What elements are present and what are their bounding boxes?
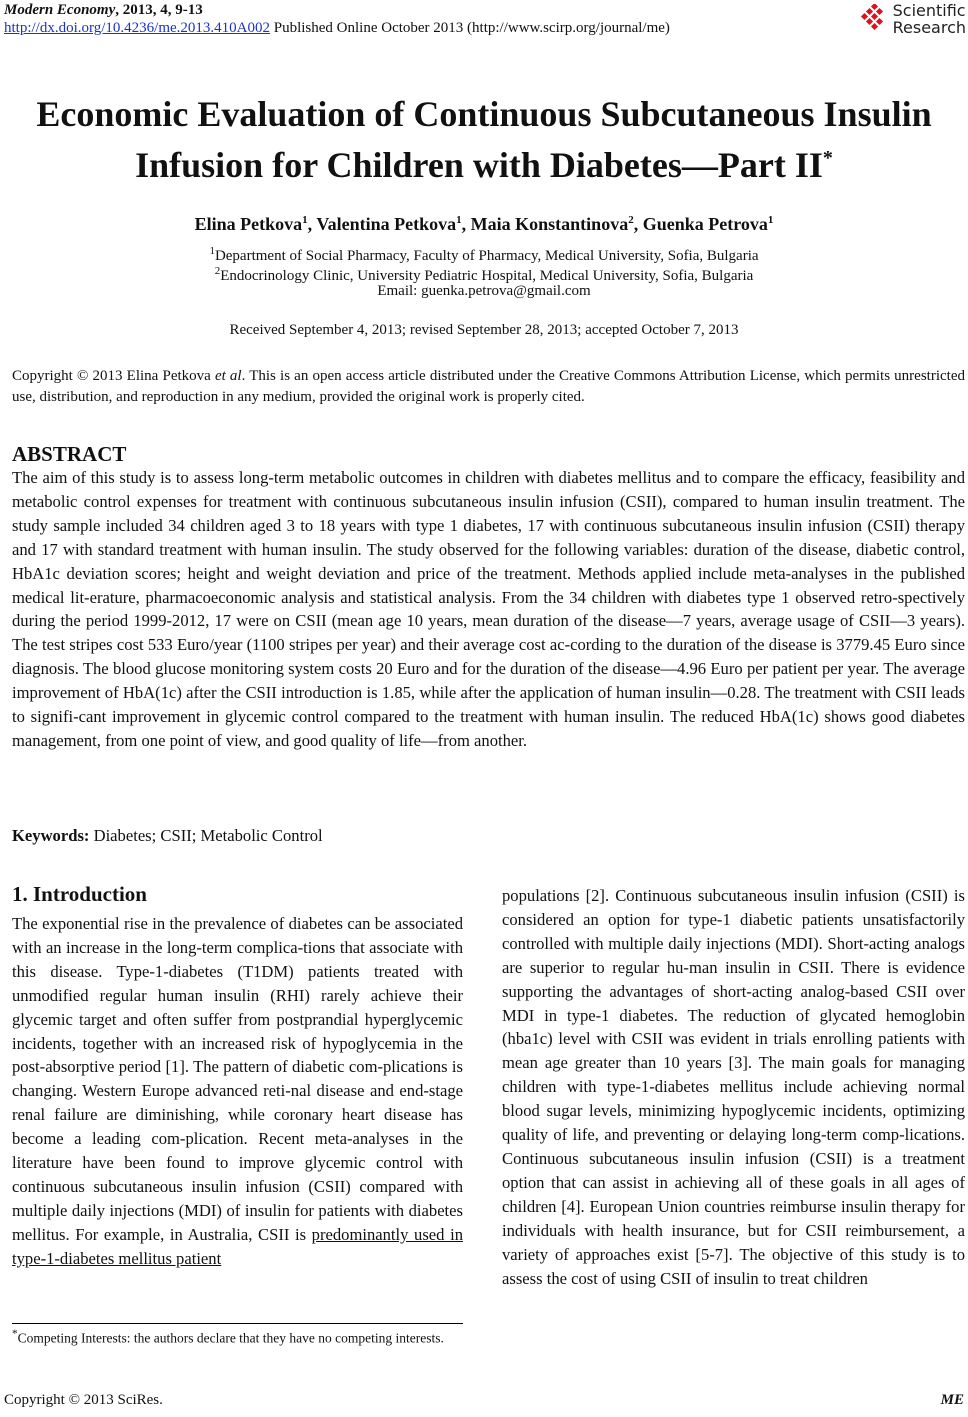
title-footnote-mark: *: [822, 147, 833, 169]
author-aff: 1: [456, 214, 462, 226]
journal-name: Modern Economy: [4, 2, 116, 18]
abstract-text: The aim of this study is to assess long-term metabolic outcomes in children with diabetes mellitus and to compare the efficacy, feasibility and metabolic control expenses for treatment with continuous subcutaneous insulin infusion (CSII), compared to human insulin treatment. The study sample included 34 children aged 3 to 18 years with type 1 diabetes, 17 with continuous subcutaneous insulin infusion (CSII) therapy and 17 with standard treatment with human insulin. The study observed for the following variables: duration of the disease, diabetic control, HbA1c deviation scores; height and weight deviation and price of the treatment. Methods applied include meta-analyses in the published medical lit-erature, pharmacoeconomic analysis and statistical analysis. From the 34 children with diabetes type 1 observed retro-spectively during the period 1999-2012, 17 were on CSII (mean age 10 years, mean duration of the disease—7 years, average usage of CSII—3 years). The test stripes cost 533 Euro/year (1100 stripes per year) and their average cost ac-cording to the duration of the disease is 3779.45 Euro since diagnosis. The blood glucose monitoring system costs 20 Euro and for the duration of the disease—4.96 Euro per patient per year. The average improvement of HbA(1c) after the CSII introduction is 1.85, while after the application of human insulin—0.28. The treatment with CSII leads to signifi-cant improvement in glycemic control compared to the treatment with human insulin. The reduced HbA(1c) shows good diabetes management, from one point of view, and good quality of life—from another.: [12, 468, 965, 750]
intro-last-line: predominantly used in type-1-diabetes mellitus patient: [12, 1224, 463, 1268]
footnote-text: Competing Interests: the authors declare that they have no competing interests.: [17, 1330, 444, 1346]
logo-line1: Scientific: [892, 1, 966, 20]
keywords: [12, 826, 323, 846]
logo-text: [893, 2, 966, 36]
aff-text: Endocrinology Clinic, University Pediatric Hospital, Medical University, Sofia, Bulgaria: [220, 268, 754, 284]
left-column: [12, 912, 463, 1271]
copyright-post: . This is an open access article distributed under the Creative Commons Attribution License, which permits unrestricted use, distribution, and reproduction in any medium, provided the original work is properly cited.: [12, 368, 965, 405]
published-online: Published Online October 2013 (http://www.scirp.org/journal/me): [269, 20, 670, 36]
copyright-pre: Copyright © 2013 Elina Petkova: [12, 368, 215, 384]
copyright-notice: [12, 366, 965, 408]
logo-diamonds-icon: [859, 4, 889, 34]
author-aff: 2: [628, 214, 634, 226]
title-line2: Infusion for Children with Diabetes—Part II: [135, 145, 823, 185]
intro-paragraph: The exponential rise in the prevalence of diabetes can be associated with an increase in the long-term complica-tions that associate with this disease. Type-1-diabetes (T1DM) patients treated with unmodified regular human insulin (RHI) rarely achieve their glycemic target and often suffer from postprandial hyperglycemic incidents, together with an increased risk of hypoglycemia in the post-absorptive period [1]. The pattern of diabetic com-plications is changing. Western Europe advanced reti-nal disease and end-stage renal failure are diminishing, while coronary heart disease has become a leading com-plication. Recent meta-analyses in the literature have been found to improve glycemic control with continuous subcutaneous insulin infusion (CSII) compared with multiple daily injections (MDI) of insulin for patients with diabetes mellitus. For example, in Australia, CSII is: [12, 914, 463, 1244]
author: Valentina Petkova: [316, 214, 457, 234]
copyright-etal: et al: [214, 368, 242, 384]
author-aff: 1: [767, 214, 774, 226]
paper-title: [0, 92, 968, 187]
author: Elina Petkova: [194, 214, 303, 234]
footer-copyright: Copyright © 2013 SciRes.: [4, 1392, 163, 1408]
footnote-divider: [12, 1323, 463, 1324]
keywords-label: Keywords:: [12, 826, 90, 845]
received-dates: Received September 4, 2013; revised September 28, 2013; accepted October 7, 2013: [229, 322, 739, 338]
logo-line2: Research: [892, 18, 966, 37]
aff-text: Department of Social Pharmacy, Faculty of Pharmacy, Medical University, Sofia, Bulgaria: [214, 248, 759, 264]
abstract-heading: ABSTRACT: [12, 442, 127, 466]
email: Email: guenka.petrova@gmail.com: [377, 283, 591, 299]
journal-citation: [4, 2, 203, 19]
right-column: populations [2]. Continuous subcutaneous insulin infusion (CSII) is considered an option for type-1 diabetic patients unsatisfactorily controlled with multiple daily injections (MDI). Short-acting analogs are superior to regular hu-man insulin in CSII. There is evidence supporting the advantages of short-acting analog-based CSII over MDI in type-1 diabetes. The reduction of glycated hemoglobin (hba1c) level with CSII was evident in trials enrolling patients with mean age greater than 10 years [3]. The main goals for managing children with type-1-diabetes mellitus include achieving normal blood sugar levels, minimizing hypoglycemic incidents, optimizing quality of life, and preventing or delaying long-term comp-lications. Continuous subcutaneous insulin infusion (CSII) is a treatment option that can assist in achieving all of these goals in all ages of children [4]. European Union countries reimburse insulin therapy for individuals with health insurance, but for CSII reimbursement, a variety of approaches exist [5-7]. The objective of this study is to assess the cost of using CSII of insulin to treat children: [502, 886, 965, 1288]
section-heading: 1. Introduction: [12, 882, 147, 906]
doi-line: [4, 20, 670, 37]
author-aff: 1: [302, 214, 308, 226]
author: Maia Konstantinova: [470, 214, 629, 234]
title-line1: Economic Evaluation of Continuous Subcutaneous Insulin: [36, 94, 932, 134]
volume-pages: , 2013, 4, 9-13: [115, 2, 203, 18]
author-list: Elina Petkova$^1$, Valentina Petkova$^1$, Maia Konstantinova$^2$, Guenka Petrova$^1$: [194, 214, 774, 234]
keywords-text: Diabetes; CSII; Metabolic Control: [89, 826, 323, 845]
aff-num: 2: [214, 265, 221, 277]
footer-journal-abbr: ME: [940, 1392, 964, 1408]
doi-link[interactable]: http://dx.doi.org/10.4236/me.2013.410A002: [4, 20, 270, 36]
footnote: [12, 1325, 463, 1348]
author: Guenka Petrova: [642, 214, 768, 234]
footnote-mark: *: [12, 1328, 18, 1340]
publisher-logo: [859, 2, 966, 36]
aff-num: 1: [209, 245, 215, 257]
